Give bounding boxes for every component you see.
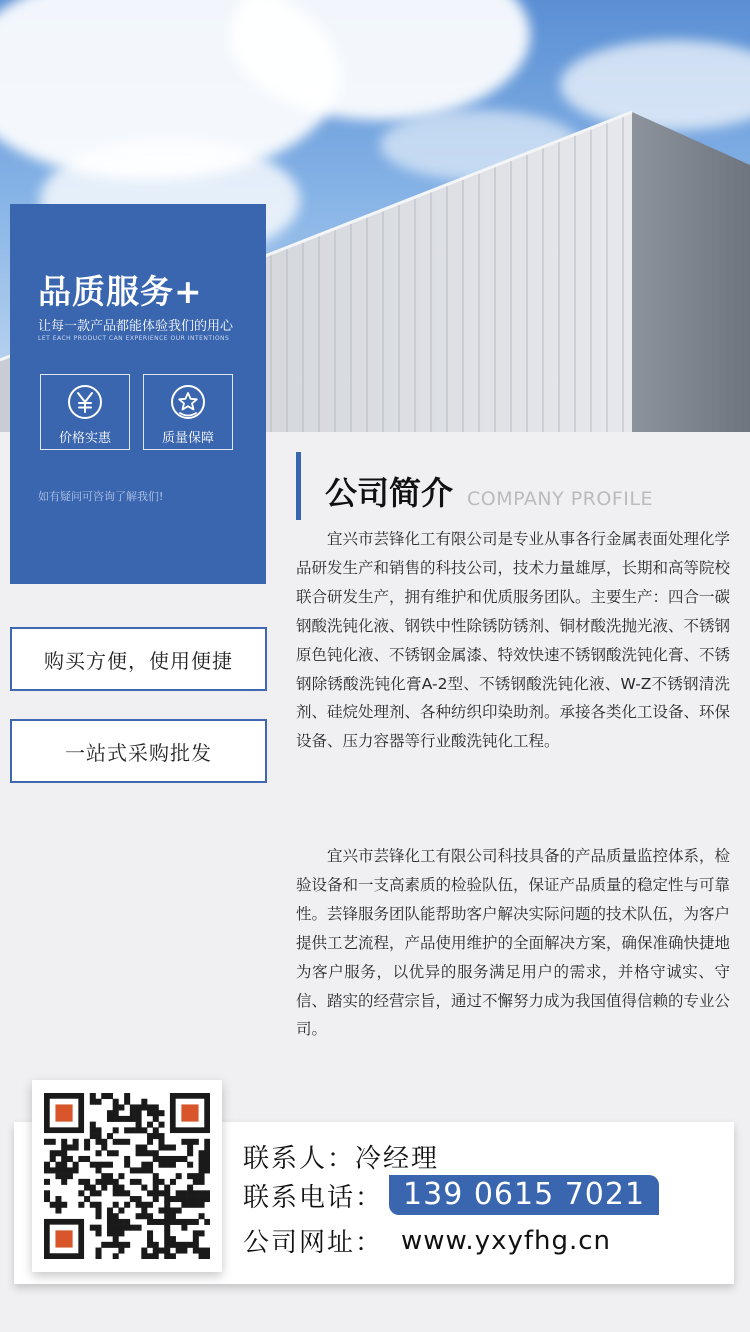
card-title: 品质服务+ <box>38 272 203 311</box>
profile-paragraph-2: 宜兴市芸锋化工有限公司科技具备的产品质量监控体系，检验设备和一支高素质的检验队伍，保证产品质量的稳定性与可靠性。芸锋服务团队能帮助客户解决实际问题的技术队伍，为客户提供工艺流程，产品使用维护的全面解决方案，确保准确快捷地为客户服务，以优异的服务满足用户的需求，并格守诚实、守信、踏实的经营宗旨，通过不懈努力成为我国值得信赖的专业公司。 <box>296 847 731 1039</box>
quality-service-card <box>10 204 266 584</box>
feature-quality <box>143 374 233 450</box>
one-stop-wholesale-button[interactable]: 一站式采购批发 <box>10 719 267 783</box>
card-subtitle-en: LET EACH PRODUCT CAN EXPERIENCE OUR INTENTIONS <box>38 335 230 342</box>
contact-person-label: 联系人： <box>243 1144 356 1174</box>
contact-person-value: 冷经理 <box>355 1144 440 1174</box>
contact-website-label: 公司网址： <box>243 1228 384 1258</box>
contact-website-row <box>243 1222 611 1259</box>
contact-phone-value[interactable]: 139 0615 7021 <box>389 1175 659 1215</box>
card-subtitle: 让每一款产品都能体验我们的用心 <box>38 319 234 334</box>
contact-person-row <box>243 1138 439 1175</box>
contact-phone-row <box>243 1175 659 1215</box>
contact-website-value[interactable]: www.yxyfhg.cn <box>401 1225 612 1256</box>
feature-quality-label: 质量保障 <box>161 431 214 446</box>
qr-code-card[interactable] <box>32 1080 222 1272</box>
card-note: 如有疑问可咨询了解我们! <box>38 490 164 503</box>
feature-price-label: 价格实惠 <box>58 431 111 446</box>
contact-phone-label: 联系电话： <box>243 1182 384 1213</box>
section-title: 公司简介 <box>325 474 454 512</box>
qr-code-image <box>44 1093 210 1259</box>
section-accent-bar <box>296 452 301 520</box>
yen-icon <box>66 383 104 421</box>
convenient-purchase-button[interactable]: 购买方便，使用便捷 <box>10 627 267 691</box>
profile-paragraph-1: 宜兴市芸锋化工有限公司是专业从事各行金属表面处理化学品研发生产和销售的科技公司，技术力量雄厚，长期和高等院校联合研发生产，拥有维护和优质服务团队。主要生产：四合一碳钢酸洗钝化液、钢铁中性除锈防锈剂、铜材酸洗抛光液、不锈钢原色钝化液、不锈钢金属漆、特效快速不锈钢酸洗钝化膏、不锈钢除锈酸洗钝化膏A-2型、不锈钢酸洗钝化液、W-Z不锈钢清洗剂、硅烷处理剂、各种纺织印染助剂。承接各类化工设备、环保设备、压力容器等行业酸洗钝化工程。 <box>296 530 731 751</box>
feature-price <box>40 374 130 450</box>
quality-badge-icon <box>169 383 207 421</box>
section-title-en: COMPANY PROFILE <box>467 488 653 510</box>
